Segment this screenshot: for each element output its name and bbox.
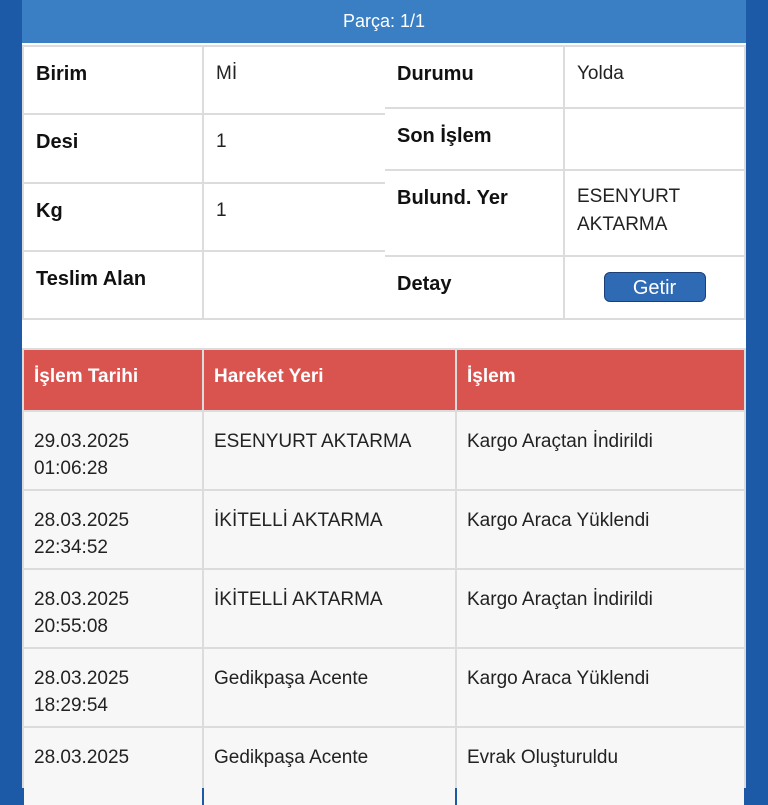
action-cell: Evrak Oluşturuldu	[457, 728, 744, 805]
date-cell	[24, 649, 202, 726]
part-header	[22, 0, 746, 43]
info-value: Mİ	[204, 47, 385, 113]
part-header-label: Parça: 1/1	[342, 11, 426, 31]
info-row-detay	[385, 257, 744, 318]
info-row-birim	[24, 47, 385, 113]
date-cell	[24, 491, 202, 568]
action-cell: Kargo Araçtan İndirildi	[457, 570, 744, 647]
info-value	[565, 109, 744, 169]
info-label: Son İşlem	[385, 109, 563, 169]
place-cell: Gedikpaşa Acente	[204, 728, 455, 805]
info-row-desi	[24, 115, 385, 181]
info-row-bulund-yer	[385, 171, 744, 255]
info-left-column	[24, 47, 385, 318]
movement-history-table	[22, 348, 746, 788]
date-text: 28.03.2025	[34, 747, 130, 768]
time-text: 22:34:52	[34, 537, 108, 558]
action-cell: Kargo Araca Yüklendi	[457, 649, 744, 726]
date-text: 29.03.2025	[34, 431, 130, 452]
date-text: 28.03.2025	[34, 668, 130, 689]
info-label: Birim	[24, 47, 202, 113]
place-cell: İKİTELLİ AKTARMA	[204, 491, 455, 568]
info-value: 1	[204, 184, 385, 250]
info-row-kg	[24, 184, 385, 250]
place-cell: İKİTELLİ AKTARMA	[204, 570, 455, 647]
info-value: 1	[204, 115, 385, 181]
info-label: Bulund. Yer	[385, 171, 563, 255]
info-label: Teslim Alan	[24, 252, 202, 318]
info-row-durumu	[385, 47, 744, 107]
table-row	[24, 412, 744, 489]
time-text: 01:06:28	[34, 458, 108, 479]
place-cell: ESENYURT AKTARMA	[204, 412, 455, 489]
action-cell: Kargo Araca Yüklendi	[457, 491, 744, 568]
info-value	[565, 257, 744, 318]
table-row	[24, 728, 744, 805]
table-row	[24, 649, 744, 726]
info-right-column	[385, 47, 744, 318]
place-cell: Gedikpaşa Acente	[204, 649, 455, 726]
date-cell	[24, 728, 202, 805]
info-label: Desi	[24, 115, 202, 181]
time-text: 20:55:08	[34, 616, 108, 637]
info-row-teslim-alan	[24, 252, 385, 318]
table-row	[24, 491, 744, 568]
info-label: Detay	[385, 257, 563, 318]
column-header-date[interactable]: İşlem Tarihi	[24, 350, 202, 410]
info-row-son-islem	[385, 109, 744, 169]
action-cell: Kargo Araçtan İndirildi	[457, 412, 744, 489]
column-header-action[interactable]: İşlem	[457, 350, 744, 410]
date-cell	[24, 570, 202, 647]
table-header-row	[24, 350, 744, 410]
location-value: ESENYURT AKTARMA	[565, 171, 744, 255]
column-header-place[interactable]: Hareket Yeri	[204, 350, 455, 410]
info-label: Kg	[24, 184, 202, 250]
getir-button[interactable]: Getir	[604, 272, 706, 302]
time-text: 18:29:54	[34, 695, 108, 716]
shipment-info-table	[22, 45, 746, 320]
date-cell	[24, 412, 202, 489]
date-text: 28.03.2025	[34, 589, 130, 610]
info-value	[204, 252, 385, 318]
date-text: 28.03.2025	[34, 510, 130, 531]
table-row	[24, 570, 744, 647]
info-label: Durumu	[385, 47, 563, 107]
status-value: Yolda	[565, 47, 744, 107]
